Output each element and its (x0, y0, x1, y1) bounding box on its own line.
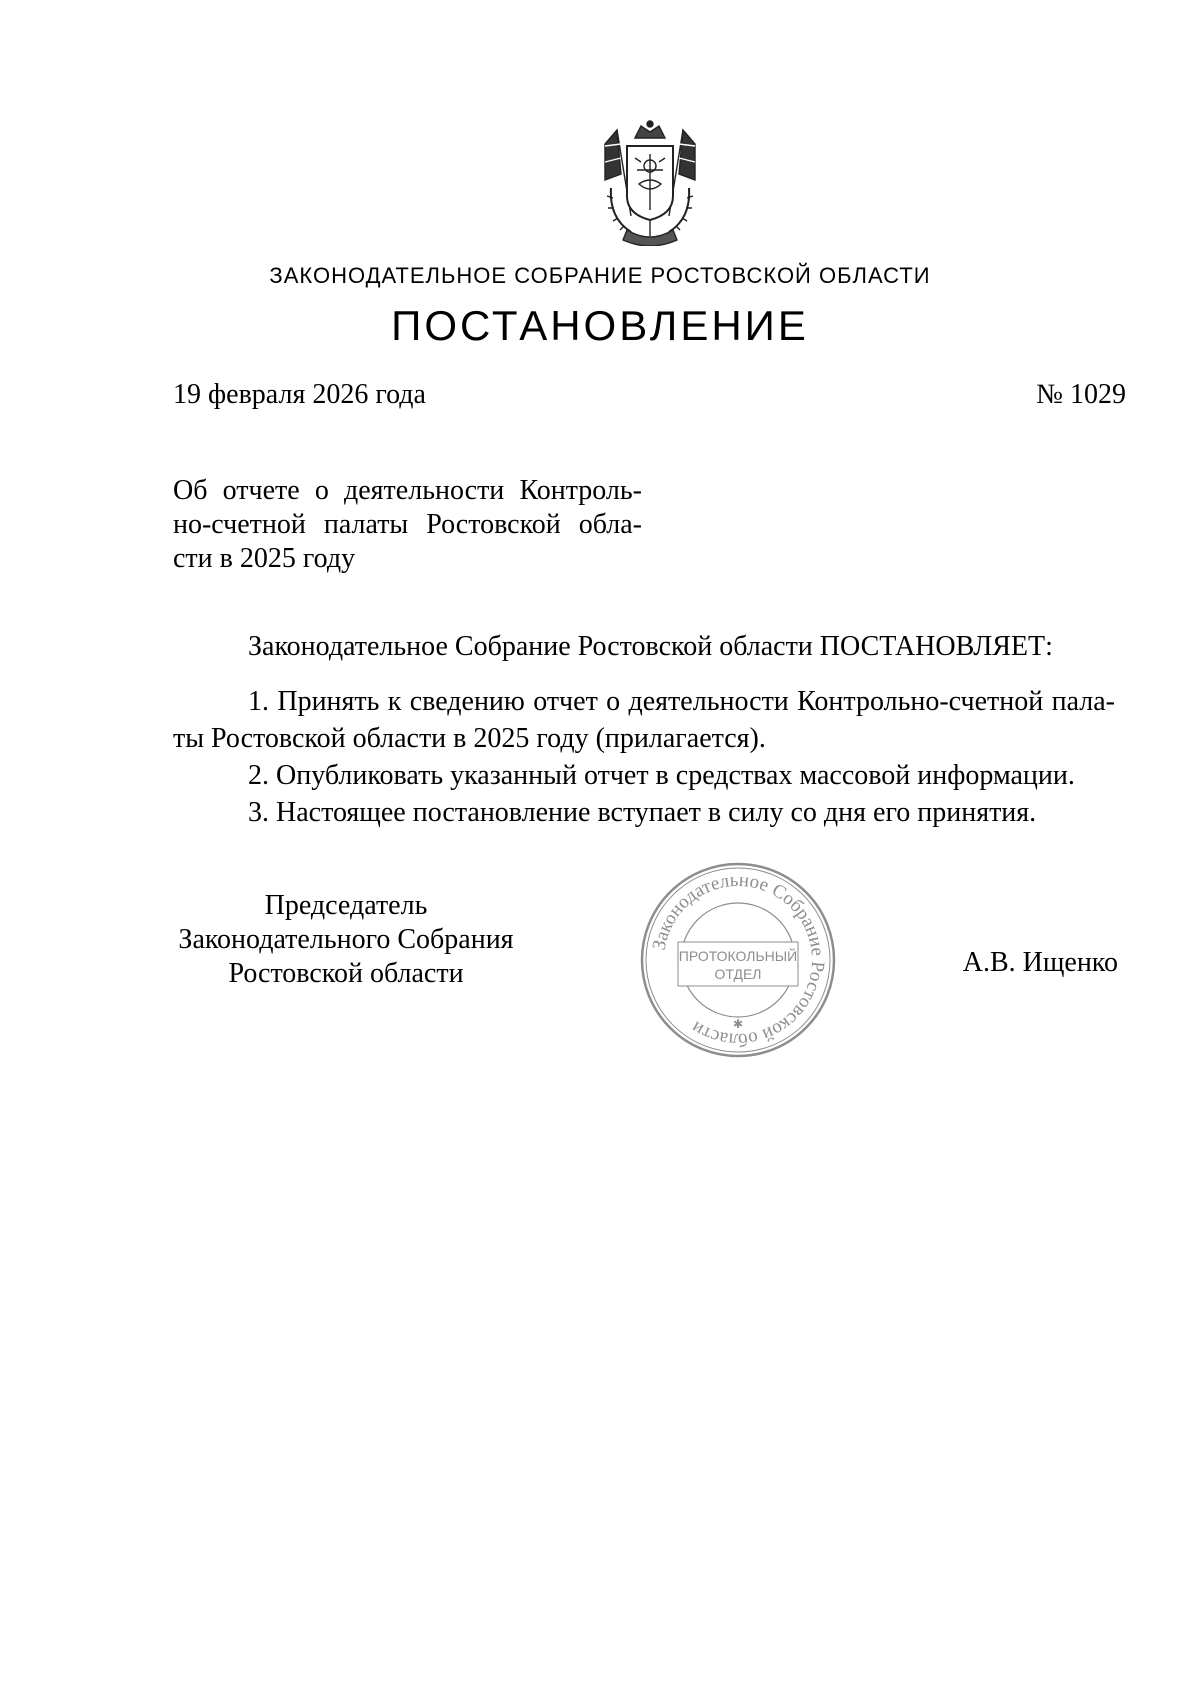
stamp-center-line-1: ПРОТОКОЛЬНЫЙ (678, 948, 798, 964)
stamp-star-icon: ✱ (732, 1017, 744, 1031)
subject-line: сти в 2025 году (173, 543, 356, 574)
document-number: № 1029 (1036, 379, 1126, 410)
signer-title (146, 889, 546, 991)
resolution-items (173, 685, 1115, 833)
item-1-line-1: 1. Принять к сведению отчет о деятельности Контрольно-счетной пала- (248, 686, 1115, 717)
item-2: 2. Опубликовать указанный отчет в средствах массовой информации. (248, 760, 1075, 791)
signer-title-line: Законодательного Собрания (178, 924, 514, 955)
document-subject (173, 474, 642, 576)
signer-title-line: Ростовской области (228, 958, 464, 989)
organization-name: ЗАКОНОДАТЕЛЬНОЕ СОБРАНИЕ РОСТОВСКОЙ ОБЛАСТИ (269, 263, 931, 288)
official-stamp (638, 860, 838, 1060)
document-type-title: ПОСТАНОВЛЕНИЕ (391, 302, 809, 349)
subject-line: Об отчете о деятельности Контроль- (173, 475, 642, 506)
stamp-ring-text: Законодательное Собрание Ростовской области (648, 869, 829, 1051)
coat-of-arms-icon (591, 118, 709, 246)
signer-title-line: Председатель (264, 890, 428, 921)
item-3: 3. Настоящее постановление вступает в силу со дня его принятия. (248, 797, 1037, 828)
item-1-line-2: ты Ростовской области в 2025 году (прилагается). (173, 723, 766, 754)
preamble: Законодательное Собрание Ростовской области ПОСТАНОВЛЯЕТ: (248, 631, 1053, 662)
signer-name: А.В. Ищенко (962, 947, 1118, 978)
stamp-center-line-2: ОТДЕЛ (714, 966, 762, 982)
document-date: 19 февраля 2026 года (173, 379, 426, 410)
subject-line: но-счетной палаты Ростовской обла- (173, 509, 642, 540)
